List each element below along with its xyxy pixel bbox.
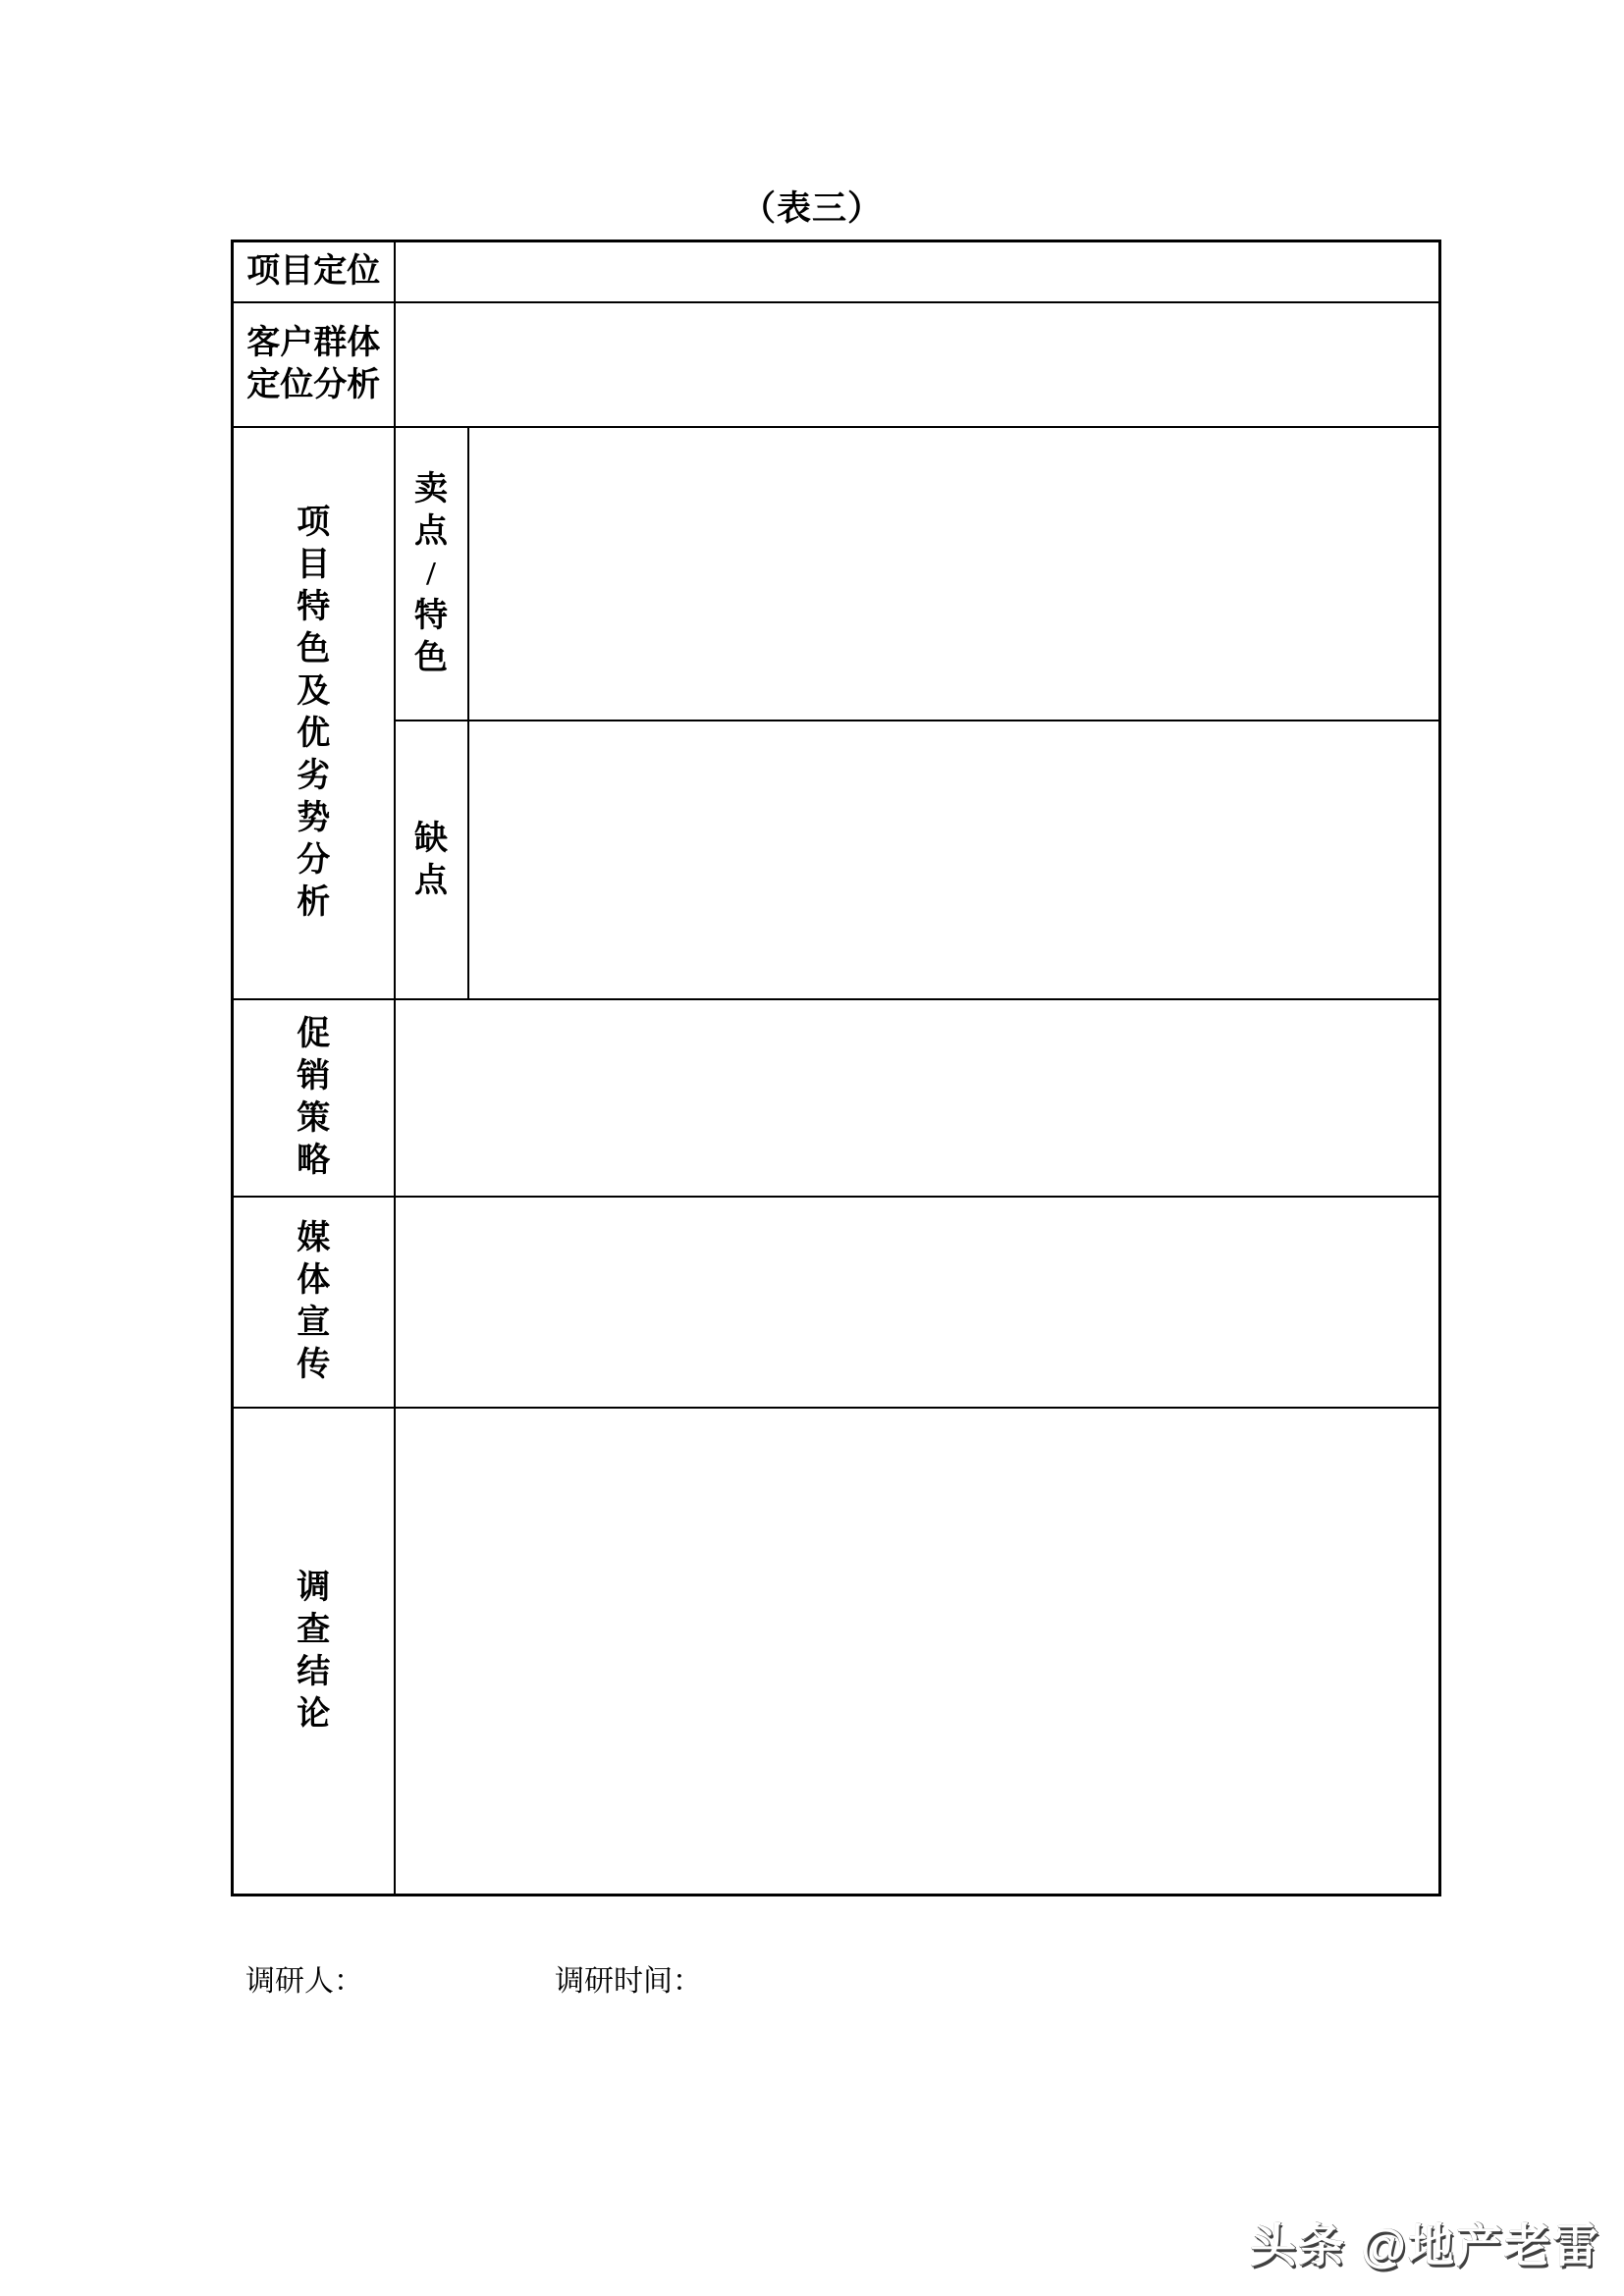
media-publicity-label-cell bbox=[233, 1197, 395, 1408]
media-publicity-value-cell bbox=[395, 1197, 1440, 1408]
survey-conclusion-value-cell bbox=[395, 1408, 1440, 1896]
project-positioning-label: 项目定位 bbox=[246, 253, 381, 291]
table-row bbox=[233, 1197, 1440, 1408]
features-analysis-label-cell bbox=[233, 427, 395, 999]
selling-points-value-cell bbox=[468, 427, 1440, 721]
weakness-value-cell bbox=[468, 721, 1440, 999]
weakness-label-cell bbox=[395, 721, 468, 999]
table-row bbox=[233, 241, 1440, 302]
promotion-strategy-value-cell bbox=[395, 999, 1440, 1197]
media-publicity-label: 媒 体 宣 传 bbox=[297, 1220, 331, 1383]
features-analysis-label: 项 目 特 色 及 优 劣 势 分 析 bbox=[297, 505, 331, 921]
promotion-strategy-label: 促 销 策 略 bbox=[297, 1016, 331, 1179]
selling-points-label: 卖 点 / 特 色 bbox=[414, 470, 448, 676]
survey-conclusion-label: 调 查 结 论 bbox=[297, 1569, 331, 1733]
promotion-strategy-label-cell bbox=[233, 999, 395, 1197]
customer-positioning-value-cell bbox=[395, 302, 1440, 427]
table-row bbox=[233, 427, 1440, 721]
survey-conclusion-label-cell bbox=[233, 1408, 395, 1896]
table-row bbox=[233, 1408, 1440, 1896]
project-positioning-label-cell bbox=[233, 241, 395, 302]
weakness-label: 缺 点 bbox=[414, 820, 448, 899]
table-row bbox=[233, 302, 1440, 427]
project-positioning-value-cell bbox=[395, 241, 1440, 302]
selling-points-label-cell bbox=[395, 427, 468, 721]
table-row bbox=[233, 721, 1440, 999]
customer-positioning-label-cell bbox=[233, 302, 395, 427]
survey-form-table bbox=[231, 240, 1441, 1896]
customer-positioning-label: 客户群体定位分析 bbox=[246, 325, 381, 403]
researcher-label: 调研人： bbox=[245, 1965, 363, 1998]
survey-time-label: 调研时间： bbox=[555, 1965, 702, 1998]
page-title: （表三） bbox=[740, 189, 883, 228]
table-row bbox=[233, 999, 1440, 1197]
toutiao-watermark: 头条 @地产老雷 bbox=[1250, 2219, 1600, 2271]
